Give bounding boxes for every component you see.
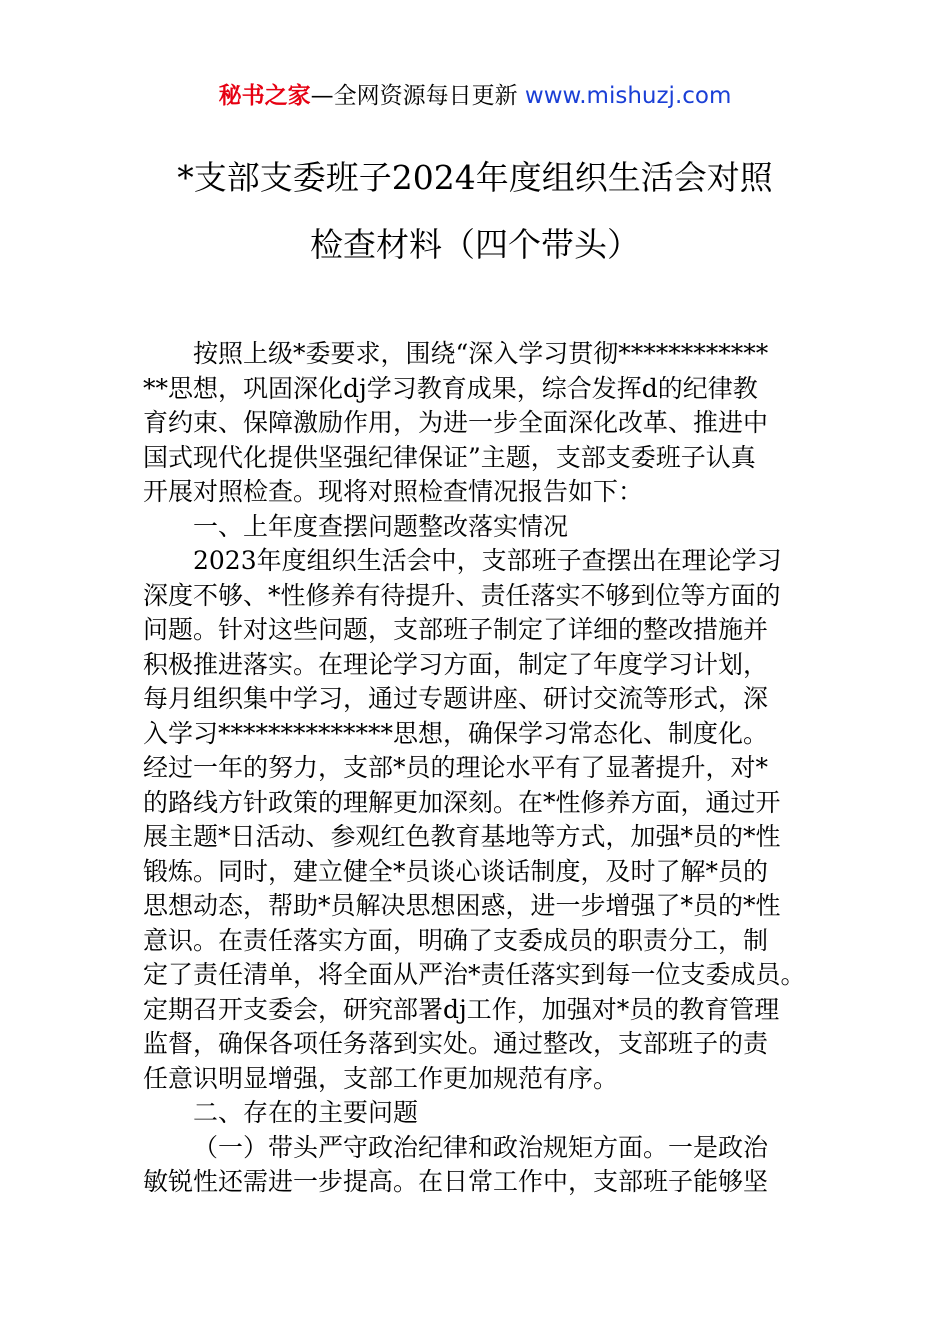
- section-heading: 二、存在的主要问题: [193, 1098, 419, 1127]
- body-line: 入学习**************思想，确保学习常态化、制度化。: [143, 718, 769, 748]
- body-line: 经过一年的努力，支部*员的理论水平有了显著提升，对*: [143, 753, 769, 782]
- body-line: 按照上级*委要求，围绕“深入学习贯彻************: [193, 339, 769, 368]
- body-line: 问题。针对这些问题，支部班子制定了详细的整改措施并: [143, 615, 769, 644]
- body-line: 定期召开支委会，研究部署dj工作，加强对*员的教育管理: [143, 994, 780, 1024]
- body-line: 积极推进落实。在理论学习方面，制定了年度学习计划，: [143, 649, 769, 679]
- body-line: 的路线方针政策的理解更加深刻。在*性修养方面，通过开: [143, 787, 781, 817]
- body-line: 任意识明显增强，支部工作更加规范有序。: [143, 1063, 619, 1093]
- body-line: 深度不够、*性修养有待提升、责任落实不够到位等方面的: [143, 580, 781, 610]
- body-line: 监督，确保各项任务落到实处。通过整改，支部班子的责: [143, 1029, 769, 1058]
- body-line: （一）带头严守政治纪律和政治规矩方面。一是政治: [193, 1132, 769, 1162]
- body-line: 每月组织集中学习，通过专题讲座、研讨交流等形式，深: [143, 684, 769, 713]
- body-line: 国式现代化提供坚强纪律保证”主题，支部支委班子认真: [143, 442, 756, 472]
- body-line: 意识。在责任落实方面，明确了支委成员的职责分工，制: [143, 925, 769, 955]
- body-line: 敏锐性还需进一步提高。在日常工作中，支部班子能够坚: [143, 1167, 769, 1196]
- document-title-line-2: 检查材料（四个带头）: [310, 225, 640, 264]
- header-tagline: —全网资源每日更新: [310, 83, 518, 109]
- body-line: 育约束、保障激励作用，为进一步全面深化改革、推进中: [143, 408, 769, 437]
- body-line: 展主题*日活动、参观红色教育基地等方式，加强*员的*性: [143, 822, 781, 851]
- body-line: 定了责任清单，将全面从严治*责任落实到每一位支委成员。: [143, 960, 806, 989]
- site-header: [0, 80, 950, 112]
- body-line: **思想，巩固深化dj学习教育成果，综合发挥d的纪律教: [143, 373, 758, 403]
- body-line: 锻炼。同时，建立健全*员谈心谈话制度，及时了解*员的: [143, 856, 769, 886]
- document-title-line-1: *支部支委班子2024年度组织生活会对照: [177, 158, 773, 197]
- site-url-link[interactable]: www.mishuzj.com: [524, 83, 732, 109]
- body-line: 2023年度组织生活会中，支部班子查摆出在理论学习: [193, 546, 782, 575]
- body-line: 开展对照检查。现将对照检查情况报告如下：: [143, 477, 644, 506]
- document-body: [143, 337, 813, 1200]
- section-heading: 一、上年度查摆问题整改落实情况: [193, 511, 569, 541]
- body-line: 思想动态，帮助*员解决思想困惑，进一步增强了*员的*性: [143, 891, 781, 920]
- brand-name: 秘书之家: [218, 83, 311, 109]
